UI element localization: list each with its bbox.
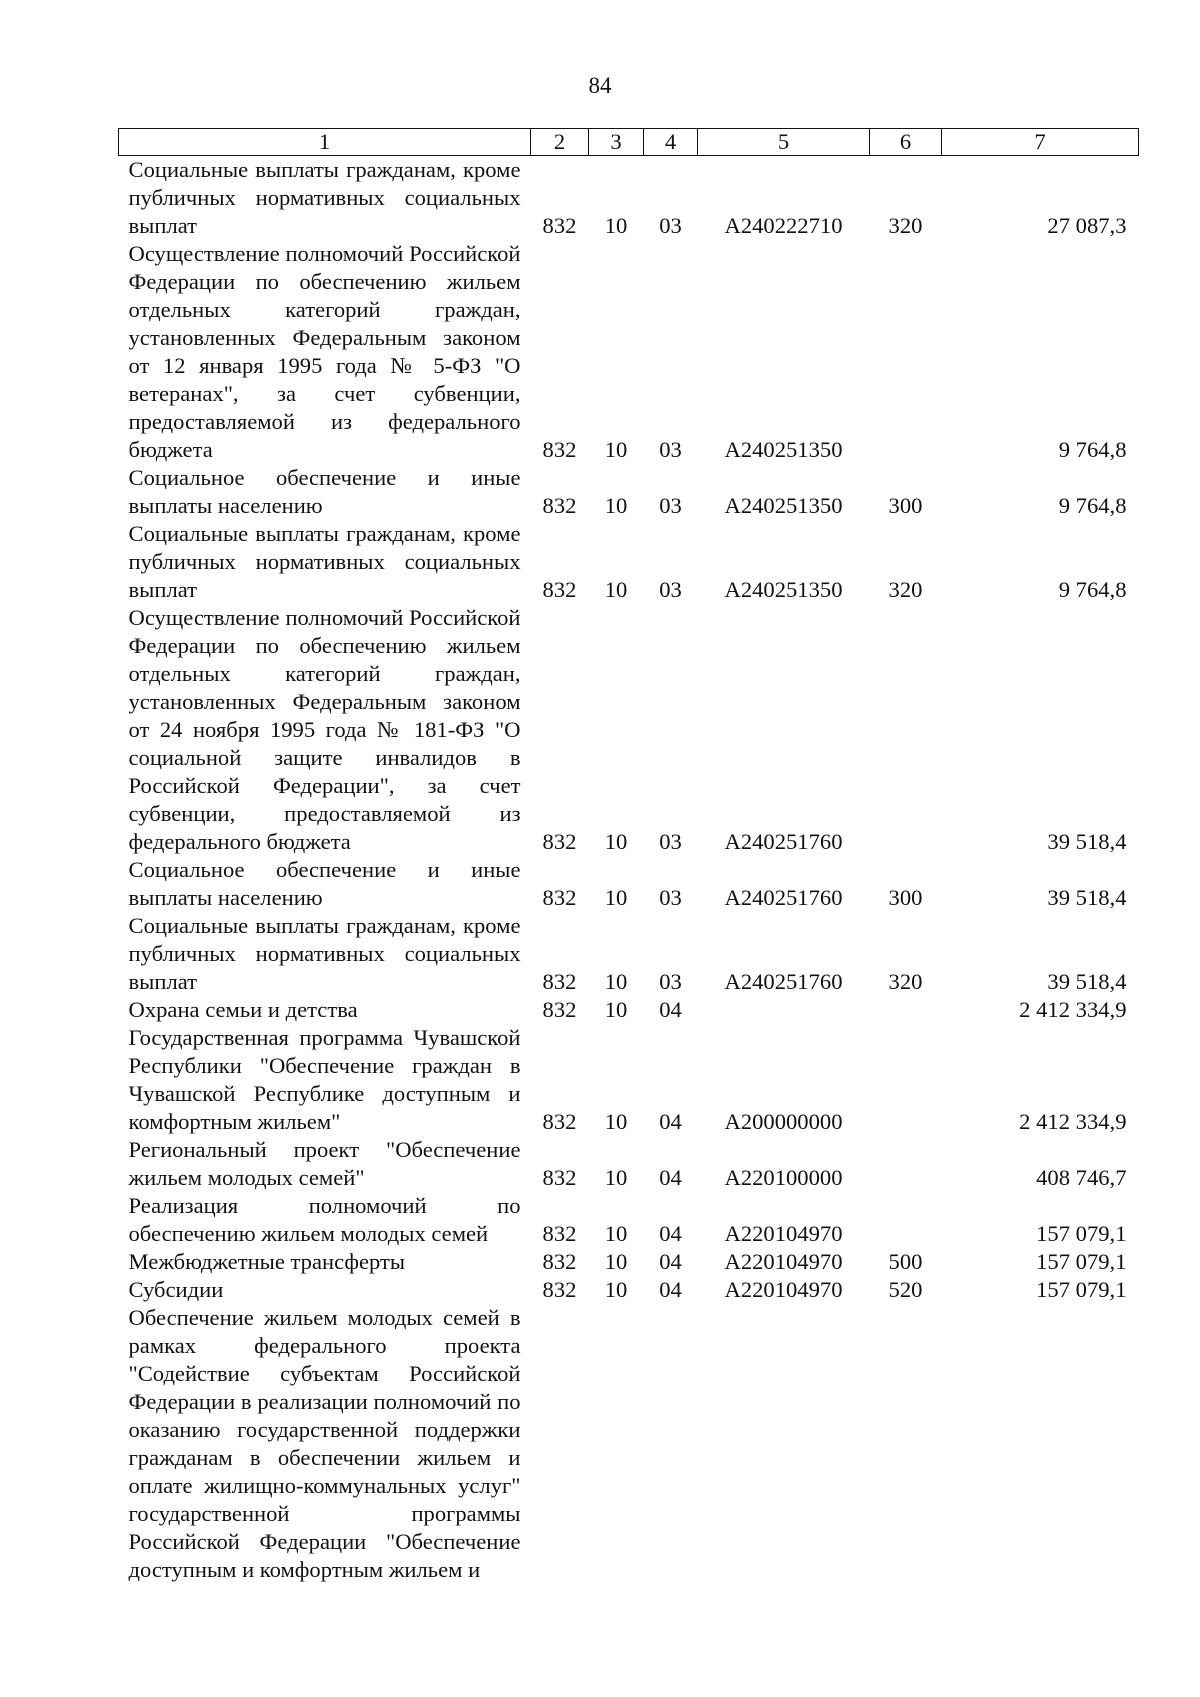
row-name: Охрана семьи и детства	[128, 997, 358, 1022]
table-row	[119, 520, 1139, 604]
row-target-article: А220104970	[724, 1277, 843, 1302]
table-row	[119, 156, 1139, 241]
header-cell-3: 3	[589, 129, 644, 156]
row-subsection: 03	[659, 577, 682, 602]
row-expense-type	[870, 1136, 942, 1192]
row-admin-code: 832	[542, 1221, 577, 1246]
row-admin-code: 832	[542, 997, 577, 1022]
row-amount: 39 518,4	[1047, 829, 1127, 854]
row-target-article: А240251350	[724, 493, 843, 518]
header-cell-4: 4	[644, 129, 698, 156]
row-name: Социальные выплаты гражданам, кроме публичных нормативных социальных выплат	[128, 157, 521, 238]
row-target-article	[698, 1304, 870, 1584]
row-target-article: А240251760	[724, 829, 843, 854]
row-amount: 39 518,4	[1047, 885, 1127, 910]
row-subsection: 03	[659, 969, 682, 994]
row-section: 10	[604, 1249, 628, 1274]
header-cell-2: 2	[531, 129, 589, 156]
table-row	[119, 1024, 1139, 1136]
row-admin-code: 832	[542, 885, 577, 910]
row-admin-code: 832	[542, 213, 577, 238]
row-admin-code: 832	[542, 829, 577, 854]
header-row	[119, 129, 1139, 156]
row-subsection: 04	[659, 1277, 682, 1302]
row-subsection: 03	[659, 885, 682, 910]
table-header	[119, 129, 1139, 156]
row-section: 10	[604, 1277, 628, 1302]
row-amount: 408 746,7	[1036, 1165, 1127, 1190]
table-row	[119, 604, 1139, 856]
row-amount: 2 412 334,9	[1019, 997, 1127, 1022]
row-expense-type: 500	[888, 1249, 923, 1274]
row-amount	[942, 1304, 1139, 1584]
table-row	[119, 1276, 1139, 1304]
row-name: Социальные выплаты гражданам, кроме публичных нормативных социальных выплат	[128, 913, 521, 994]
row-subsection: 04	[659, 1109, 682, 1134]
row-subsection: 03	[659, 829, 682, 854]
table-row	[119, 912, 1139, 996]
row-name: Реализация полномочий по обеспечению жильем молодых семей	[128, 1193, 521, 1246]
budget-table	[118, 128, 1139, 1584]
row-expense-type: 320	[888, 969, 923, 994]
row-target-article: А240251760	[724, 969, 843, 994]
row-subsection: 03	[659, 213, 682, 238]
table-row	[119, 1304, 1139, 1584]
row-target-article: А240251350	[724, 577, 843, 602]
row-expense-type: 300	[888, 493, 923, 518]
row-name: Государственная программа Чувашской Республики "Обеспечение граждан в Чувашской Республике доступным и комфортным жильем"	[128, 1025, 521, 1134]
row-target-article: А220104970	[724, 1249, 843, 1274]
table-row	[119, 856, 1139, 912]
row-admin-code: 832	[542, 1249, 577, 1274]
header-cell-5: 5	[698, 129, 870, 156]
row-target-article: А220100000	[724, 1165, 843, 1190]
row-section: 10	[604, 213, 628, 238]
row-section: 10	[604, 997, 628, 1022]
row-expense-type	[870, 240, 942, 464]
row-section: 10	[604, 493, 628, 518]
row-target-article	[698, 996, 870, 1024]
row-name: Субсидии	[128, 1277, 224, 1302]
page-number: 84	[588, 73, 612, 98]
row-name: Региональный проект "Обеспечение жильем молодых семей"	[128, 1137, 521, 1190]
row-target-article: А200000000	[724, 1109, 843, 1134]
row-target-article: А240251760	[724, 885, 843, 910]
row-admin-code	[531, 1304, 589, 1584]
row-expense-type	[870, 1024, 942, 1136]
row-expense-type: 320	[888, 577, 923, 602]
row-section: 10	[604, 577, 628, 602]
table-row	[119, 996, 1139, 1024]
row-amount: 157 079,1	[1036, 1221, 1127, 1246]
row-amount: 27 087,3	[1047, 213, 1127, 238]
row-target-article: А240251350	[724, 437, 843, 462]
row-subsection: 04	[659, 1165, 682, 1190]
table-row	[119, 1136, 1139, 1192]
row-subsection: 04	[659, 997, 682, 1022]
row-subsection: 03	[659, 437, 682, 462]
row-section: 10	[604, 829, 628, 854]
row-amount: 39 518,4	[1047, 969, 1127, 994]
header-cell-7: 7	[942, 129, 1139, 156]
header-cell-1: 1	[119, 129, 531, 156]
row-admin-code: 832	[542, 969, 577, 994]
row-section: 10	[604, 1165, 628, 1190]
table-row	[119, 240, 1139, 464]
table-row	[119, 464, 1139, 520]
row-name: Осуществление полномочий Российской Федерации по обеспечению жильем отдельных категорий граждан, установленных Федеральным законом от 24 ноября 1995 года № 181-ФЗ "О социальной защите инвалидов в Российской Федерации", за счет субвенции, предоставляемой из федерального бюджета	[128, 605, 521, 854]
row-section: 10	[604, 969, 628, 994]
row-section: 10	[604, 1109, 628, 1134]
row-amount: 9 764,8	[1058, 493, 1127, 518]
row-target-article: А240222710	[724, 213, 843, 238]
row-admin-code: 832	[542, 577, 577, 602]
row-target-article: А220104970	[724, 1221, 843, 1246]
row-admin-code: 832	[542, 1165, 577, 1190]
row-name: Межбюджетные трансферты	[128, 1249, 406, 1274]
row-admin-code: 832	[542, 437, 577, 462]
row-expense-type	[870, 996, 942, 1024]
table-row	[119, 1192, 1139, 1248]
row-section	[589, 1304, 644, 1584]
row-name: Осуществление полномочий Российской Федерации по обеспечению жильем отдельных категорий граждан, установленных Федеральным законом от 12 января 1995 года № 5-ФЗ "О ветеранах", за счет субвенции, предоставляемой из федерального бюджета	[128, 241, 521, 462]
row-subsection: 04	[659, 1249, 682, 1274]
row-expense-type	[870, 1304, 942, 1584]
row-amount: 157 079,1	[1036, 1277, 1127, 1302]
row-expense-type: 300	[888, 885, 923, 910]
row-subsection: 04	[659, 1221, 682, 1246]
row-section: 10	[604, 1221, 628, 1246]
row-expense-type	[870, 604, 942, 856]
row-name: Социальные выплаты гражданам, кроме публичных нормативных социальных выплат	[128, 521, 521, 602]
row-admin-code: 832	[542, 493, 577, 518]
header-cell-6: 6	[870, 129, 942, 156]
row-amount: 157 079,1	[1036, 1249, 1127, 1274]
table-body	[119, 156, 1139, 1585]
row-admin-code: 832	[542, 1277, 577, 1302]
row-amount: 9 764,8	[1058, 437, 1127, 462]
table-row	[119, 1248, 1139, 1276]
row-admin-code: 832	[542, 1109, 577, 1134]
row-name: Социальное обеспечение и иные выплаты населению	[128, 857, 521, 910]
row-subsection	[644, 1304, 698, 1584]
row-amount: 9 764,8	[1058, 577, 1127, 602]
row-expense-type: 320	[888, 213, 923, 238]
row-section: 10	[604, 437, 628, 462]
row-name: Социальное обеспечение и иные выплаты населению	[128, 465, 521, 518]
row-name: Обеспечение жильем молодых семей в рамках федерального проекта "Содействие субъектам Российской Федерации в реализации полномочий по оказанию государственной поддержки гражданам в обеспечении жильем и оплате жилищно-коммунальных услуг" государственной программы Российской Федерации "Обеспечение доступным и комфортным жильем и	[128, 1305, 521, 1582]
row-expense-type: 520	[888, 1277, 923, 1302]
row-expense-type	[870, 1192, 942, 1248]
row-subsection: 03	[659, 493, 682, 518]
row-section: 10	[604, 885, 628, 910]
row-amount: 2 412 334,9	[1019, 1109, 1127, 1134]
